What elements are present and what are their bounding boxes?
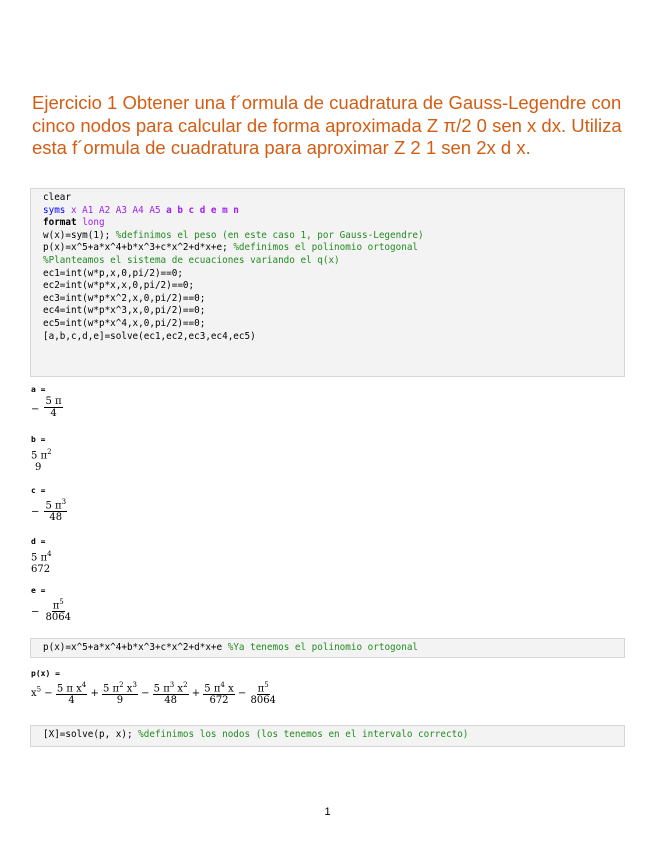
numerator-text: 5 π (103, 683, 120, 695)
output-label: c = (31, 486, 46, 495)
operator: − (137, 687, 153, 699)
numerator-text: π (257, 683, 265, 695)
code-symbols: x A1 A2 A3 A4 A5 (65, 204, 167, 216)
output-label: d = (31, 537, 46, 546)
output-label: a = (31, 385, 46, 394)
exercise-title: Ejercicio 1 Obtener una f´ormula de cuadratura de Gauss-Legendre con cinco nodos para calcular de forma aproximada Z π/2 0 sen x dx. Utiliza esta f´ormula de cuadratura para aproximar Z 2 1 sen 2x d x. (32, 92, 622, 158)
exponent: 4 (47, 550, 52, 558)
term-x: x (31, 687, 37, 699)
code-symbols-bold: a b c d e m n (166, 204, 239, 216)
code-comment: %definimos el polinomio ortogonal (233, 242, 419, 254)
denominator: 4 (68, 695, 75, 707)
output-polynomial (31, 668, 277, 706)
denominator: 48 (49, 512, 63, 524)
page-number: 1 (324, 806, 331, 818)
code-line: ec5=int(w*p*x^4,x,0,pi/2)==0; (43, 317, 206, 329)
numerator (52, 597, 65, 612)
code-line: p(x)=x^5+a*x^4+b*x^3+c*x^2+d*x+e; (43, 242, 234, 254)
denominator: 9 (35, 462, 42, 474)
numerator-text: π (52, 600, 60, 612)
exponent: 5 (59, 598, 64, 606)
output-a (31, 384, 63, 419)
code-format-value: long (76, 217, 105, 229)
numerator (31, 548, 52, 564)
code-line: ec3=int(w*p*x^2,x,0,pi/2)==0; (43, 292, 206, 304)
output-e (31, 585, 72, 623)
numerator-x: x (123, 683, 133, 695)
numerator (153, 680, 189, 695)
operator: − (234, 687, 250, 699)
output-label: e = (31, 586, 46, 595)
numerator: 5 π (45, 396, 62, 407)
code-cell-setup[interactable] (30, 188, 625, 377)
denominator: 672 (31, 564, 51, 576)
fraction (56, 680, 87, 706)
exponent: 2 (119, 681, 124, 689)
exponent: 5 (36, 685, 42, 694)
numerator (257, 680, 270, 695)
code-comment: %definimos el peso (en este caso 1, por Gauss-Legendre) (115, 229, 424, 241)
code-cell-nodes[interactable] (30, 725, 625, 747)
fraction (102, 680, 138, 706)
exponent: 3 (61, 498, 67, 506)
code-line: p(x)=x^5+a*x^4+b*x^3+c*x^2+d*x+e (43, 642, 228, 653)
denominator: 4 (50, 408, 57, 419)
exponent: 3 (169, 681, 175, 689)
numerator-text: 5 π x (56, 683, 82, 695)
numerator-text: 5 π (31, 552, 48, 564)
exponent: 2 (47, 448, 52, 456)
output-b (31, 434, 52, 474)
output-d (31, 536, 52, 576)
code-line: ec2=int(w*p*x,x,0,pi/2)==0; (43, 280, 195, 292)
fraction (44, 497, 67, 523)
exponent: 4 (220, 681, 225, 689)
fraction (44, 597, 71, 623)
fraction (153, 680, 189, 706)
numerator (31, 446, 52, 462)
sign: − (31, 506, 40, 518)
numerator-x: x (224, 683, 234, 695)
numerator-text: 5 π (153, 683, 170, 695)
polynomial-expression (31, 681, 277, 707)
fraction (203, 680, 234, 706)
output-label: p(x) = (31, 669, 60, 678)
exponent: 4 (81, 681, 87, 689)
numerator-text: 5 π (45, 500, 62, 512)
fraction (249, 680, 276, 706)
code-line: clear (43, 192, 71, 203)
code-line: ec4=int(w*p*x^3,x,0,pi/2)==0; (43, 305, 206, 317)
sign: − (31, 606, 40, 618)
code-line: [X]=solve(p, x); (43, 729, 139, 740)
code-line: w(x)=sym(1); (43, 229, 116, 241)
output-label: b = (31, 435, 46, 444)
operator: + (188, 687, 204, 699)
code-keyword: syms (43, 204, 66, 216)
denominator: 672 (209, 695, 229, 707)
exponent: 5 (264, 681, 269, 689)
numerator-text: 5 π (31, 450, 48, 462)
fraction (44, 396, 62, 419)
numerator-text: 5 π (204, 683, 221, 695)
denominator: 8064 (250, 695, 276, 707)
numerator (203, 680, 234, 695)
numerator (44, 497, 67, 512)
code-comment: %definimos los nodos (los tenemos en el intervalo correcto) (138, 729, 469, 740)
code-comment: %Planteamos el sistema de ecuaciones variando el q(x) (43, 254, 340, 266)
code-line: [a,b,c,d,e]=solve(ec1,ec2,ec3,ec4,ec5) (43, 330, 256, 342)
output-c (31, 485, 67, 523)
numerator (102, 680, 138, 695)
denominator: 8064 (45, 612, 71, 624)
denominator: 9 (116, 695, 124, 707)
operator: − (41, 687, 56, 699)
numerator (56, 680, 87, 695)
code-keyword: format (43, 217, 77, 229)
sign: − (31, 404, 40, 415)
code-cell-polynomial[interactable] (30, 638, 625, 658)
code-comment: %Ya tenemos el polinomio ortogonal (227, 642, 419, 653)
operator: + (87, 687, 103, 699)
exponent: 3 (132, 681, 137, 689)
code-line: ec1=int(w*p,x,0,pi/2)==0; (43, 267, 183, 279)
exponent: 2 (183, 681, 188, 689)
denominator: 48 (164, 695, 177, 707)
numerator-x: x (174, 683, 184, 695)
